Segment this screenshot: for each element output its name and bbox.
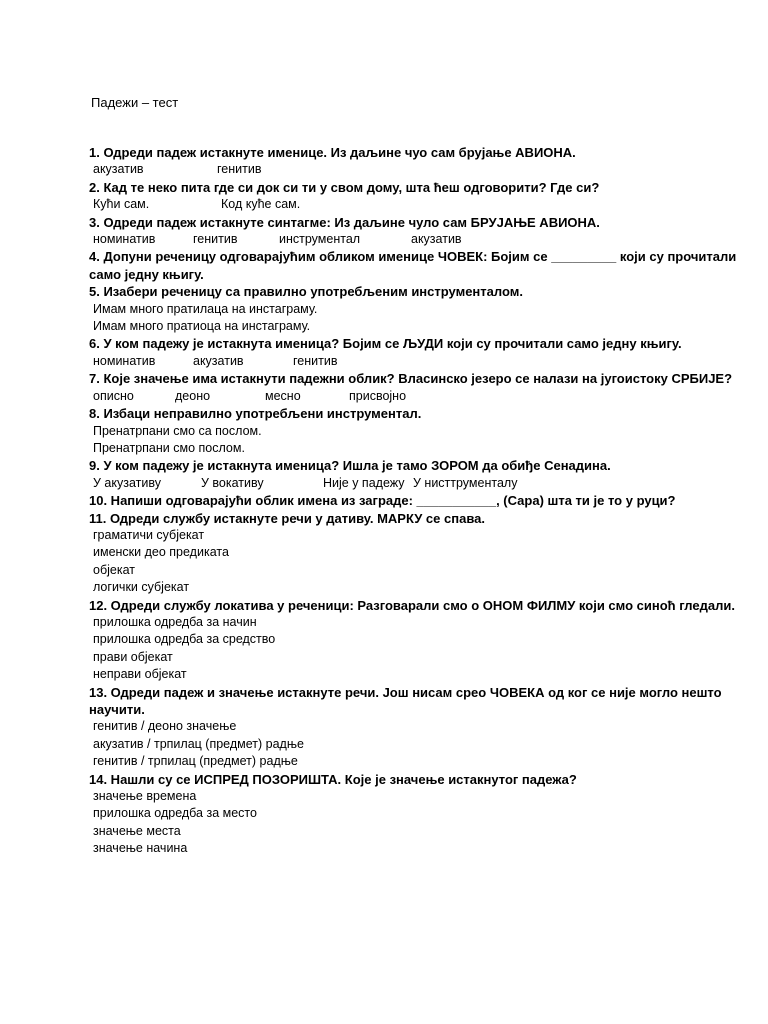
question-2 [89, 179, 749, 214]
option: генитив / трпилац (предмет) радње [93, 754, 298, 769]
option: присвојно [349, 388, 407, 403]
option: неправи објекат [93, 667, 187, 682]
question-text: 13. Одреди падеж и значење истакнуте речи. Још нисам срео ЧОВЕКА од ког се није могло нешто научити. [89, 684, 722, 717]
option: генитив [193, 232, 238, 247]
option: акузатив / трпилац (предмет) радње [93, 736, 304, 751]
option: описно [93, 388, 134, 403]
question-4 [89, 248, 749, 283]
options-row [89, 161, 749, 178]
question-text: 6. У ком падежу је истакнута именица? Бојим се ЉУДИ који су прочитали само једну књигу. [89, 336, 682, 352]
question-text: 12. Одреди службу локатива у реченици: Разговарали смо о ОНОМ ФИЛМУ који смо синоћ гледали. [89, 597, 735, 613]
option: генитив [293, 353, 338, 368]
option: прилошка одредба за место [93, 806, 257, 821]
option: Код куће сам. [221, 197, 301, 212]
option: номинатив [93, 353, 156, 368]
option: месно [265, 388, 301, 403]
question-text: 1. Одреди падеж истакнуте именице. Из даљине чуо сам брујање АВИОНА. [89, 145, 576, 160]
options-row [89, 196, 749, 213]
option: У нисттрументалу [413, 475, 518, 490]
question-5 [89, 283, 749, 335]
question-7 [89, 370, 749, 405]
option: У вокативу [201, 475, 264, 490]
option: акузатив [93, 162, 144, 177]
question-3 [89, 214, 749, 249]
option: прилошка одредба за начин [93, 614, 257, 629]
question-6 [89, 335, 749, 370]
question-9 [89, 457, 749, 492]
option: логички субјекат [93, 580, 190, 595]
question-14 [89, 771, 749, 858]
question-text: 11. Одреди службу истакнуте речи у дативу. МАРКУ се спава. [89, 510, 485, 526]
option: акузатив [193, 353, 244, 368]
option: значење начина [93, 841, 188, 856]
option: именски део предиката [93, 545, 229, 560]
options-list [89, 614, 749, 684]
question-1 [89, 144, 749, 179]
options-row [89, 353, 749, 370]
option: акузатив [411, 232, 462, 247]
option: генитив [217, 162, 262, 177]
question-text: 4. Допуни реченицу одговарајућим обликом именице ЧОВЕК: Бојим се _________ који су прочитали само једну књигу. [89, 249, 737, 282]
question-13 [89, 684, 749, 771]
question-text: 7. Које значење има истакнути падежни облик? Власинско језеро се налази на југоистоку СРБИЈЕ? [89, 371, 733, 387]
options-list [89, 301, 749, 336]
option: инструментал [279, 232, 361, 247]
question-text: 2. Кад те неко пита где си док си ти у свом дому, шта ћеш одговорити? Где си? [89, 179, 600, 195]
question-text: 9. У ком падежу је истакнута именица? Ишла је тамо ЗОРОМ да обиђе Сенадина. [89, 458, 611, 474]
page-title: Падежи – тест [91, 95, 179, 110]
options-list [89, 423, 749, 458]
question-11 [89, 510, 749, 597]
option: Имам много пратилаца на инстаграму. [93, 301, 318, 316]
question-text: 3. Одреди падеж истакнуте синтагме: Из даљине чуло сам БРУЈАЊЕ АВИОНА. [89, 214, 600, 230]
option: објекат [93, 562, 135, 577]
option: значење места [93, 823, 181, 838]
option: номинатив [93, 232, 156, 247]
options-row [89, 231, 749, 248]
option: генитив / деоно значење [93, 719, 237, 734]
option: Није у падежу [323, 475, 405, 490]
option: Пренатрпани смо са послом. [93, 423, 262, 438]
options-row [89, 475, 749, 492]
option: У акузативу [93, 475, 161, 490]
option: значење времена [93, 789, 197, 804]
option: Имам много пратиоца на инстаграму. [93, 319, 311, 334]
option: прилошка одредба за средство [93, 632, 276, 647]
option: деоно [175, 388, 211, 403]
options-list [89, 718, 749, 770]
option: Кући сам. [93, 197, 150, 212]
question-text: 14. Нашли су се ИСПРЕД ПОЗОРИШТА. Које је значење истакнутог падежа? [89, 771, 577, 787]
options-list [89, 788, 749, 858]
question-12 [89, 597, 749, 684]
option: Пренатрпани смо послом. [93, 440, 245, 455]
question-text: 10. Напиши одговарајући облик имена из заграде: ___________, (Сара) шта ти је то у руци? [89, 493, 676, 509]
question-list [89, 144, 749, 858]
question-8 [89, 405, 749, 457]
options-row [89, 388, 749, 405]
question-text: 5. Изабери реченицу са правилно употребљеним инструменталом. [89, 284, 523, 300]
question-text: 8. Избаци неправилно употребљени инструментал. [89, 406, 422, 422]
options-list [89, 527, 749, 597]
option: граматичи субјекат [93, 527, 205, 542]
option: прави објекат [93, 649, 173, 664]
question-10 [89, 492, 749, 509]
